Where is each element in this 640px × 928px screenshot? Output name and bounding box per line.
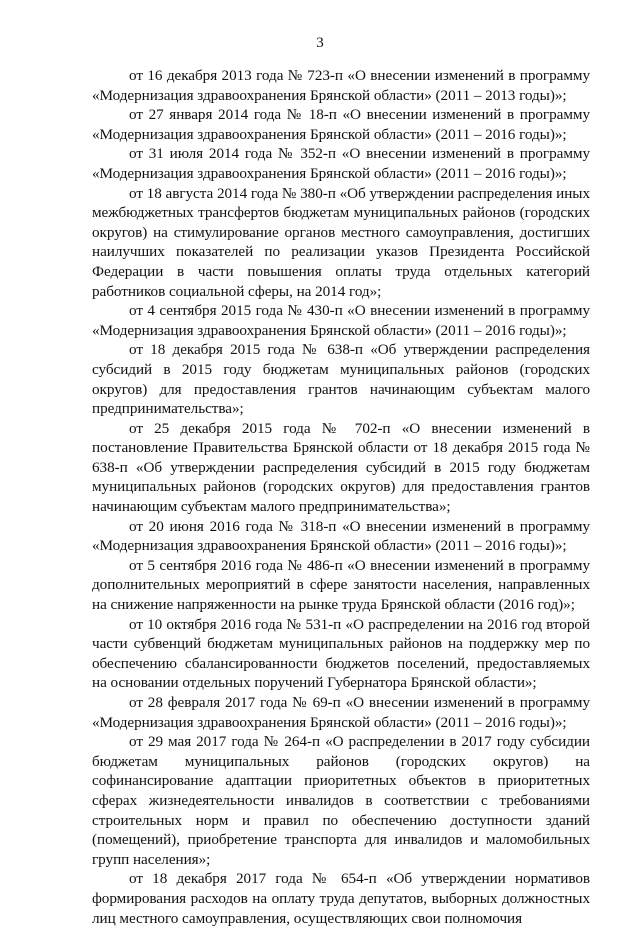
paragraph-resolution-531: от 10 октября 2016 года № 531-п «О распределении на 2016 год второй части субвенций бюджетам муниципальных районов на поддержку мер по обеспечению сбалансированности бюджетов поселений, предоставляемых на основании отдельных поручений Губернатора Брянской области»; [92, 615, 590, 692]
paragraph-resolution-380: от 18 августа 2014 года № 380-п «Об утверждении распределения иных межбюджетных трансфертов бюджетам муниципальных районов (городских округов) на стимулирование органов местного самоуправления, достигших наилучших показателей по реализации указов Президента Российской Федерации в части повышения оплаты труда отдельных категорий работников социальной сферы, на 2014 год»; [92, 184, 590, 300]
document-body [92, 66, 590, 928]
paragraph-resolution-264: от 29 мая 2017 года № 264-п «О распределении в 2017 году субсидии бюджетам муниципальных районов (городских округов) на софинансирование адаптации приоритетных объектов в приоритетных сферах жизнедеятельности инвалидов в соответствии с требованиями строительных норм и правил по обеспечению доступности зданий (помещений), приобретение транспорта для инвалидов и маломобильных групп населения»; [92, 733, 590, 868]
paragraph-resolution-723: от 16 декабря 2013 года № 723-п «О внесении изменений в программу «Модернизация здравоохранения Брянской области» (2011 – 2013 годы)»; [92, 67, 590, 104]
paragraph-resolution-318: от 20 июня 2016 года № 318-п «О внесении изменений в программу «Модернизация здравоохранения Брянской области» (2011 – 2016 годы)»; [92, 517, 590, 555]
paragraph-resolution-352: от 31 июля 2014 года № 352-п «О внесении изменений в программу «Модернизация здравоохранения Брянской области» (2011 – 2016 годы)»; [92, 145, 590, 182]
page-number: 3 [316, 35, 324, 51]
paragraph-resolution-638: от 18 декабря 2015 года № 638-п «Об утверждении распределения субсидий в 2015 году бюджетам муниципальных районов (городских округов) для предоставления грантов начинающим субъектам малого предпринимательства»; [92, 341, 590, 418]
paragraph-resolution-430: от 4 сентября 2015 года № 430-п «О внесении изменений в программу «Модернизация здравоохранения Брянской области» (2011 – 2016 годы)»; [92, 302, 590, 339]
paragraph-resolution-702: от 25 декабря 2015 года № 702-п «О внесении изменений в постановление Правительства Брянской области от 18 декабря 2015 года № 638-п «Об утверждении распределения субсидий в 2015 году бюджетам муниципальных районов (городских округов) для предоставления грантов начинающим субъектам малого предпринимательства»; [92, 419, 590, 516]
paragraph-resolution-654: от 18 декабря 2017 года № 654-п «Об утверждении нормативов формирования расходов на оплату труда депутатов, выборных должностных лиц местного самоуправления, осуществляющих свои полномочия [92, 870, 590, 927]
paragraph-resolution-18: от 27 января 2014 года № 18-п «О внесении изменений в программу «Модернизация здравоохранения Брянской области» (2011 – 2016 годы)»; [92, 106, 590, 143]
paragraph-resolution-69: от 28 февраля 2017 года № 69-п «О внесении изменений в программу «Модернизация здравоохранения Брянской области» (2011 – 2016 годы)»; [92, 694, 590, 731]
paragraph-resolution-486: от 5 сентября 2016 года № 486-п «О внесении изменений в программу дополнительных мероприятий в сфере занятости населения, направленных на снижение напряженности на рынке труда Брянской области (2016 год)»; [92, 556, 590, 614]
